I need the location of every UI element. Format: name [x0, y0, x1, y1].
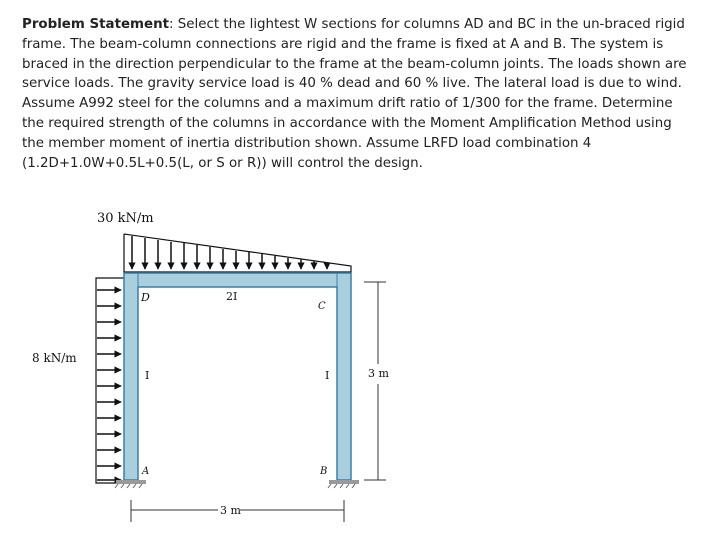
- lateral-load-label: 8 kN/m: [32, 351, 77, 365]
- support-b: [328, 480, 359, 488]
- span-label: 3 m: [220, 504, 241, 517]
- left-column-inertia-label: I: [145, 369, 150, 382]
- beam-inertia-label: 2I: [226, 290, 238, 303]
- node-d-label: D: [141, 291, 150, 304]
- lateral-load-diagram: [96, 278, 124, 483]
- height-dimension: [364, 282, 386, 480]
- right-column-inertia-label: I: [325, 369, 330, 382]
- problem-text: : Select the lightest W sections for columns AD and BC in the un-braced rigid frame. The beam-column connections are rigid and the frame is fixed at A and B. The system is braced in the direction perpendicular to the frame at the beam-column joints. The loads shown are service loads. The gravity service load is 40 % dead and 60 % live. The lateral load is due to wind. Assume A992 steel for the columns and a maximum drift ratio of 1/300 for the frame. Determine the required strength of the columns in accordance with the Moment Amplification Method using the member moment of inertia distribution shown. Assume LRFD load combination 4 (1.2D+1.0W+0.5L+0.5(L, or S or R)) will control the design.: [22, 17, 687, 171]
- node-c-label: C: [318, 301, 326, 312]
- node-a-label: A: [142, 466, 150, 477]
- support-a: [115, 480, 146, 488]
- frame-members: [124, 273, 351, 480]
- node-b-label: B: [320, 466, 328, 477]
- distributed-load-diagram: [124, 234, 351, 272]
- height-label: 3 m: [368, 367, 389, 380]
- frame-outline: [124, 273, 351, 480]
- problem-label: Problem Statement: [22, 17, 170, 32]
- distributed-load-label: 30 kN/m: [97, 211, 154, 226]
